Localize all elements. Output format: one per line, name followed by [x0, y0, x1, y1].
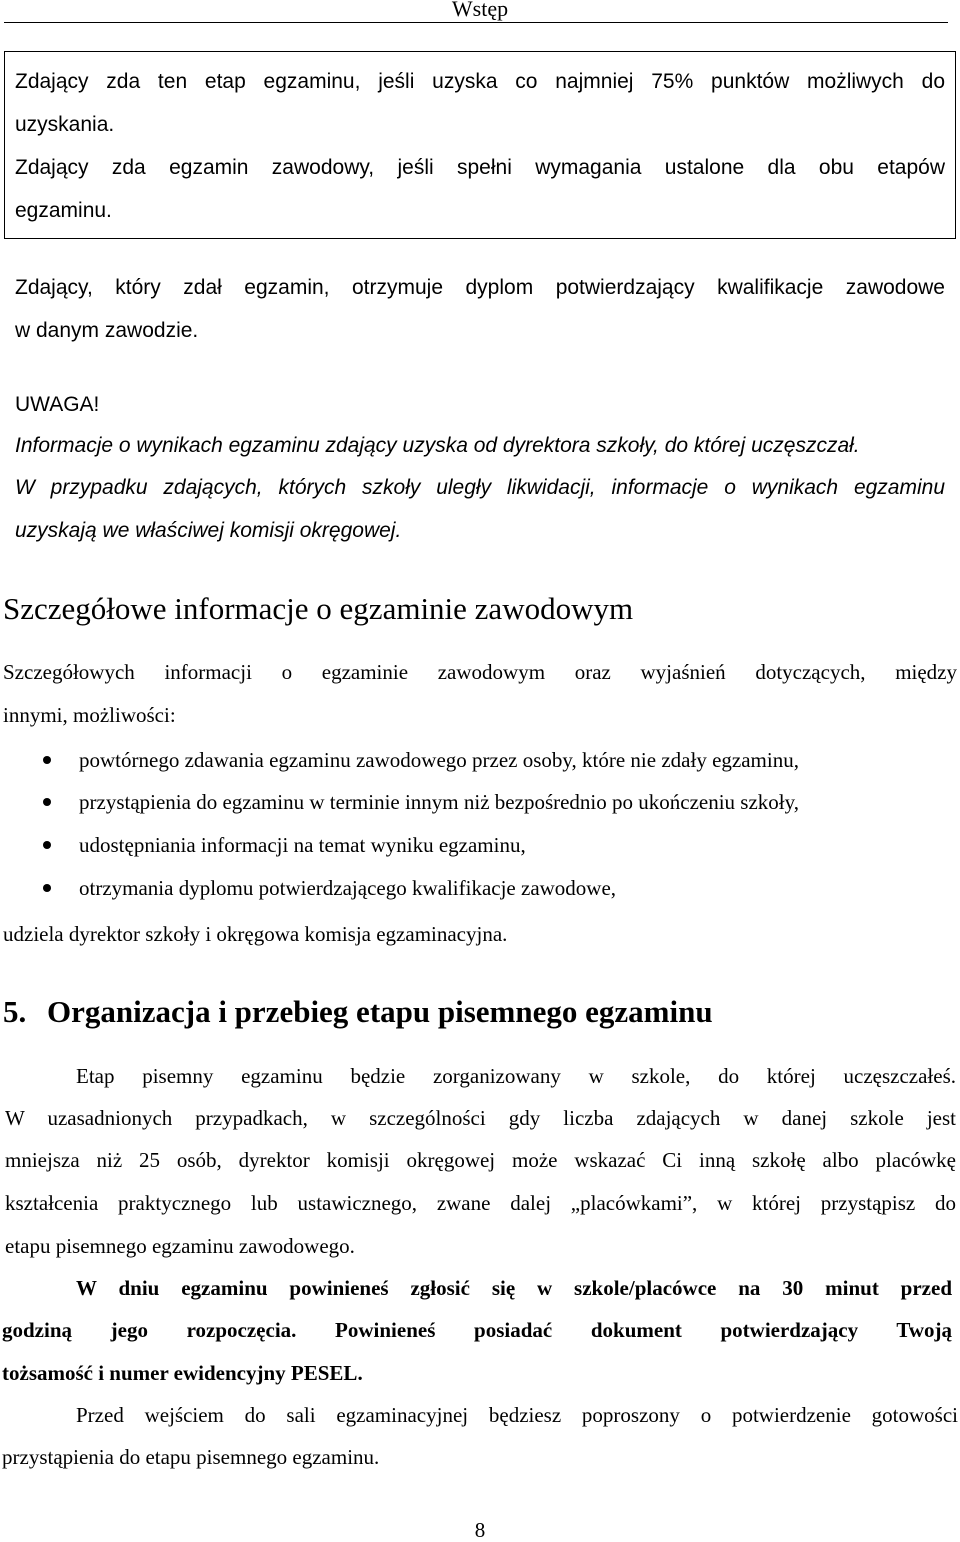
- note-line-3: uzyskają we właściwej komisji okręgowej.: [15, 519, 402, 542]
- section-p1-line-1: Etap pisemny egzaminu będzie zorganizowany w szkole, do której uczęszczałeś.: [76, 1064, 956, 1088]
- section-p2-line-1: W dniu egzaminu powinieneś zgłosić się w szkole/placówce na 30 minut przed: [76, 1276, 952, 1300]
- section-p1-line-3: mniejsza niż 25 osób, dyrektor komisji okręgowej może wskazać Ci inną szkołę albo placówkę: [5, 1148, 956, 1172]
- section-p2-line-2: godziną jego rozpoczęcia. Powinieneś posiadać dokument potwierdzający Twoją: [2, 1318, 952, 1342]
- running-header: Wstęp: [451, 0, 509, 21]
- list-item: powtórnego zdawania egzaminu zawodowego przez osoby, które nie zdały egzaminu,: [79, 748, 799, 772]
- details-intro-line-1: Szczegółowych informacji o egzaminie zawodowym oraz wyjaśnień dotyczących, między: [3, 660, 957, 684]
- list-item: przystąpienia do egzaminu w terminie innym niż bezpośrednio po ukończeniu szkoły,: [79, 790, 800, 814]
- details-intro-line-2: innymi, możliwości:: [3, 703, 176, 727]
- diploma-line-1: Zdający, który zdał egzamin, otrzymuje dyplom potwierdzający kwalifikacje zawodowe: [15, 276, 945, 299]
- section-p1-line-2: W uzasadnionych przypadkach, w szczególności gdy liczba zdających w danej szkole jest: [5, 1106, 956, 1130]
- section-number: 5.: [3, 994, 27, 1029]
- list-item: otrzymania dyplomu potwierdzającego kwalifikacje zawodowe,: [79, 876, 617, 900]
- section-p1-line-4: kształcenia praktycznego lub ustawicznego, zwane dalej „placówkami”, w której przystąpisz do: [5, 1191, 956, 1215]
- header-rule: [4, 22, 948, 23]
- list-item: udostępniania informacji na temat wyniku egzaminu,: [79, 833, 526, 857]
- bullet-dot-icon: [43, 884, 51, 892]
- bullet-dot-icon: [43, 841, 51, 849]
- section-title: Organizacja i przebieg etapu pisemnego egzaminu: [47, 994, 713, 1029]
- bullet-dot-icon: [43, 756, 51, 764]
- box-line-1: Zdający zda ten etap egzaminu, jeśli uzyska co najmniej 75% punktów możliwych do: [15, 70, 945, 93]
- note-heading: UWAGA!: [15, 393, 100, 416]
- diploma-line-2: w danym zawodzie.: [15, 319, 199, 342]
- box-line-4: egzaminu.: [15, 199, 112, 222]
- note-line-2: W przypadku zdających, których szkoły uległy likwidacji, informacje o wynikach egzaminu: [15, 476, 945, 499]
- note-line-1: Informacje o wynikach egzaminu zdający uzyska od dyrektora szkoły, do której uczęszczał.: [15, 434, 860, 457]
- details-closing: udziela dyrektor szkoły i okręgowa komisja egzaminacyjna.: [3, 922, 508, 946]
- page-number: 8: [474, 1518, 486, 1542]
- bullet-dot-icon: [43, 798, 51, 806]
- section-p1-line-5: etapu pisemnego egzaminu zawodowego.: [5, 1234, 355, 1258]
- section-p2-line-3: tożsamość i numer ewidencyjny PESEL.: [2, 1361, 363, 1385]
- section-p3-line-2: przystąpienia do etapu pisemnego egzaminu.: [2, 1445, 380, 1469]
- section-p3-line-1: Przed wejściem do sali egzaminacyjnej będziesz poproszony o potwierdzenie gotowości: [76, 1403, 958, 1427]
- box-line-3: Zdający zda egzamin zawodowy, jeśli spełni wymagania ustalone dla obu etapów: [15, 156, 945, 179]
- details-heading: Szczegółowe informacje o egzaminie zawodowym: [3, 591, 634, 626]
- box-line-2: uzyskania.: [15, 113, 115, 136]
